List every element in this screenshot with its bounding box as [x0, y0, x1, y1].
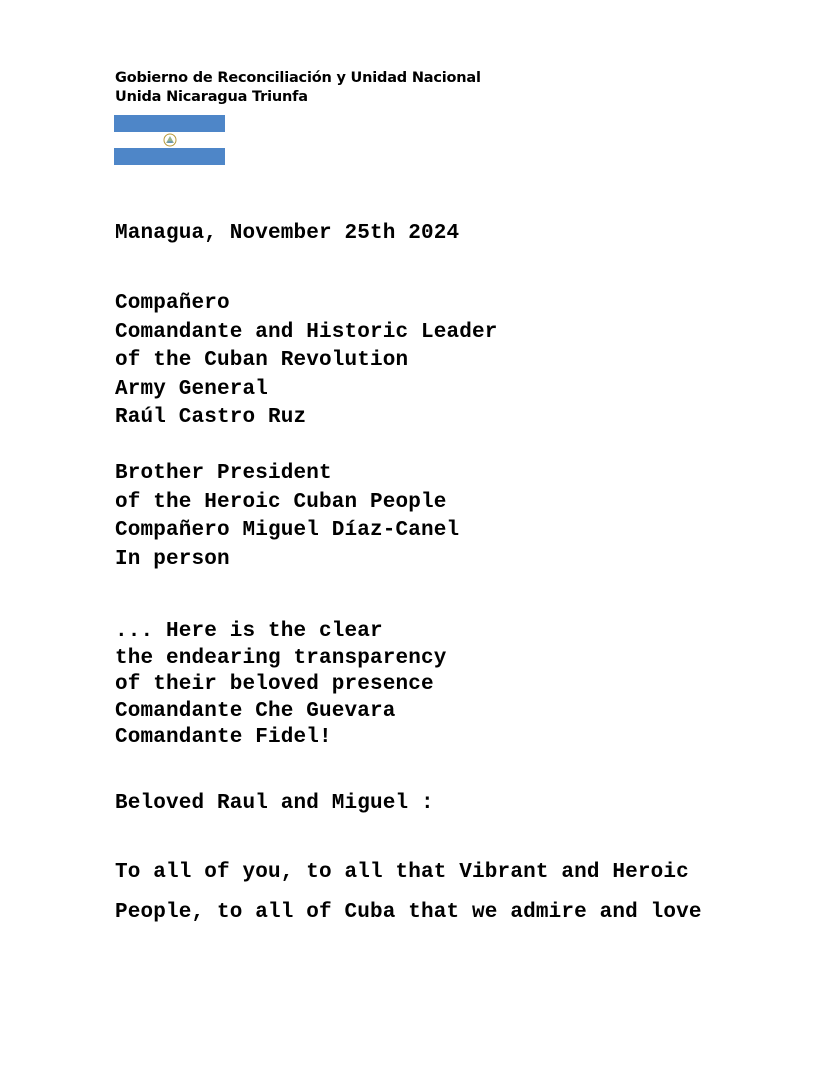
- recipient-line: Compañero Miguel Díaz-Canel: [115, 519, 460, 542]
- government-slogan: Unida Nicaragua Triunfa: [115, 89, 308, 105]
- flag-band-bottom: [114, 148, 225, 165]
- flag-band-top: [114, 115, 225, 132]
- body-line: To all of you, to all that Vibrant and Heroic: [115, 861, 689, 884]
- recipient-block-2: [115, 460, 459, 574]
- body-block: [115, 853, 702, 933]
- recipient-block-1: [115, 290, 498, 433]
- recipient-line: of the Cuban Revolution: [115, 349, 409, 372]
- salutation-block: [115, 792, 434, 815]
- recipient-line: Army General: [115, 377, 269, 401]
- poem-line: Comandante Che Guevara: [115, 699, 396, 723]
- date-block: [115, 222, 459, 245]
- recipient-line: Comandante and Historic Leader: [115, 320, 498, 344]
- recipient-line: Brother President: [115, 462, 332, 485]
- recipient-line: of the Heroic Cuban People: [115, 490, 447, 514]
- recipient-line: In person: [115, 547, 230, 571]
- salutation: Beloved Raul and Miguel :: [115, 792, 434, 815]
- poem-block: [115, 619, 447, 752]
- poem-line: the endearing transparency: [115, 646, 447, 670]
- government-name: Gobierno de Reconciliación y Unidad Nacional: [115, 70, 481, 86]
- poem-line: of their beloved presence: [115, 673, 434, 697]
- letterhead: [115, 69, 481, 107]
- nicaragua-flag-icon: [114, 115, 225, 165]
- date-line: Managua, November 25th 2024: [115, 222, 460, 245]
- body-line: People, to all of Cuba that we admire and love: [115, 901, 702, 924]
- coat-of-arms-icon: [163, 133, 177, 147]
- recipient-line: Compañero: [115, 292, 230, 315]
- poem-line: ... Here is the clear: [115, 620, 383, 643]
- recipient-line: Raúl Castro Ruz: [115, 406, 307, 429]
- poem-line: Comandante Fidel!: [115, 726, 332, 750]
